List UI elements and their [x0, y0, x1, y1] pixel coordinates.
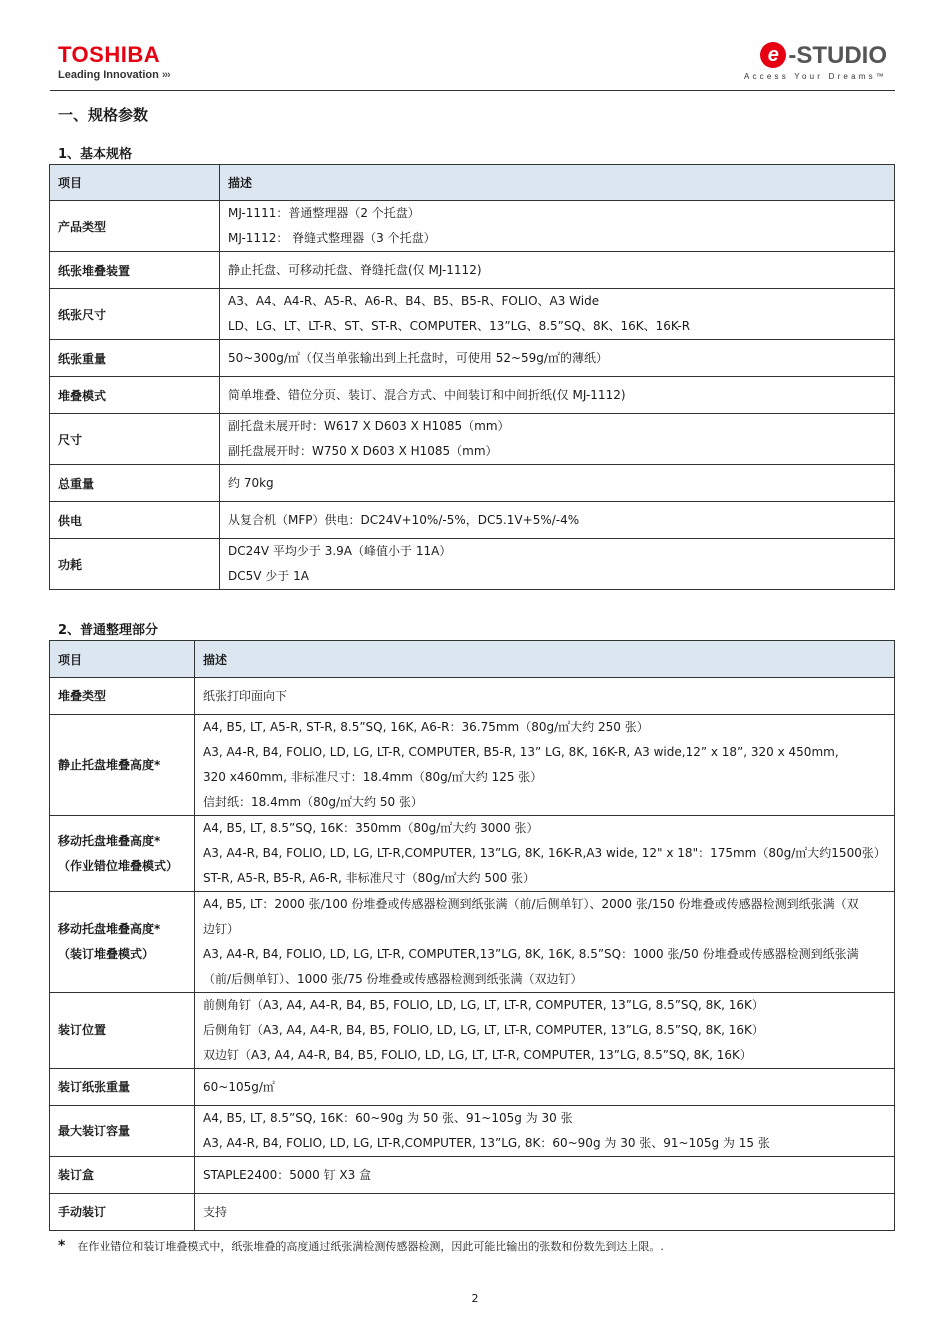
- toshiba-logo: [58, 44, 170, 81]
- page-number: 2: [471, 1292, 479, 1305]
- column-header-description: 描述: [195, 641, 895, 678]
- footnote: [58, 1238, 664, 1254]
- row-item-label: 纸张堆叠装置: [50, 252, 220, 289]
- row-item-label: 纸张尺寸: [50, 289, 220, 340]
- row-item-label: 功耗: [50, 539, 220, 590]
- table-header-row: [50, 165, 895, 201]
- row-item-label-line: 移动托盘堆叠高度*: [58, 922, 161, 936]
- row-item-label: 堆叠模式: [50, 377, 220, 414]
- row-description: [195, 715, 895, 816]
- description-line: 后侧角钉（A3, A4, A4-R, B4, B5, FOLIO, LD, LG, LT, LT-R, COMPUTER, 13”LG, 8.5”SQ, 8K, 16K）: [203, 1023, 764, 1037]
- description-line: A4, B5, LT, 8.5”SQ, 16K：350mm（80g/㎡大约 3000 张）: [203, 821, 539, 835]
- description-line: ST-R, A5-R, B5-R, A6-R, 非标准尺寸（80g/㎡大约 500 张）: [203, 871, 536, 885]
- row-item-label-line: 手动装订: [58, 1204, 107, 1219]
- row-item-label-line: （装订堆叠模式）: [58, 947, 155, 961]
- description-line: 纸张打印面向下: [203, 688, 288, 703]
- row-description: [195, 816, 895, 892]
- description-line: （前/后侧单钉）、1000 张/75 份堆叠或传感器检测到纸张满（双边钉）: [203, 972, 583, 986]
- finisher-spec-title: 2、普通整理部分: [58, 623, 159, 638]
- description-line: 副托盘展开时：W750 X D603 X H1085（mm）: [228, 444, 498, 458]
- row-item-label: [50, 1106, 195, 1157]
- table-row: [50, 289, 895, 340]
- row-description: [195, 678, 895, 715]
- row-item-label: [50, 1069, 195, 1106]
- footnote-text: 在作业错位和装订堆叠模式中，纸张堆叠的高度通过纸张满检测传感器检测，因此可能比输出的张数和份数先到达上限。.: [77, 1240, 664, 1253]
- table-row: [50, 340, 895, 377]
- description-line: 约 70kg: [228, 475, 274, 490]
- description-line: A3, A4-R, B4, FOLIO, LD, LG, LT-R,COMPUTER, 13”LG, 8K：60~90g 为 30 张、91~105g 为 15 张: [203, 1136, 770, 1150]
- description-line: 60~105g/㎡: [203, 1079, 275, 1094]
- row-description: [220, 340, 895, 377]
- column-header-item: 项目: [50, 165, 220, 201]
- description-line: 前侧角钉（A3, A4, A4-R, B4, B5, FOLIO, LD, LG, LT, LT-R, COMPUTER, 13”LG, 8.5”SQ, 8K, 16K）: [203, 998, 764, 1012]
- row-item-label: [50, 715, 195, 816]
- row-description: [220, 465, 895, 502]
- table-row: [50, 1157, 895, 1194]
- row-description: [220, 414, 895, 465]
- description-line: A3, A4-R, B4, FOLIO, LD, LG, LT-R, COMPUTER, B5-R, 13” LG, 8K, 16K-R, A3 wide,12” x 18”, 320 x 450mm,: [203, 745, 839, 759]
- row-item-label-line: 静止托盘堆叠高度*: [58, 757, 161, 772]
- estudio-slogan: Access Your Dreams™: [743, 72, 887, 81]
- row-item-label: 尺寸: [50, 414, 220, 465]
- row-item-label: [50, 1157, 195, 1194]
- row-item-label-line: 移动托盘堆叠高度*: [58, 833, 161, 848]
- row-item-label: [50, 993, 195, 1069]
- row-description: [220, 539, 895, 590]
- row-item-label-line: 最大装订容量: [58, 1123, 131, 1138]
- row-description: [220, 502, 895, 539]
- estudio-logo: [744, 42, 887, 81]
- description-line: STAPLE2400：5000 钉 X3 盒: [203, 1167, 372, 1182]
- table-header-row: [50, 641, 895, 678]
- table-row: [50, 252, 895, 289]
- row-item-label: 产品类型: [50, 201, 220, 252]
- row-description: [195, 892, 895, 993]
- row-description: [195, 1194, 895, 1231]
- section-title: 一、规格参数: [58, 106, 149, 124]
- column-header-item: 项目: [50, 641, 195, 678]
- description-line: A3, A4-R, B4, FOLIO, LD, LG, LT-R, COMPUTER,13”LG, 8K, 16K, 8.5”SQ：1000 张/50 份堆叠或传感器检测到纸张满: [203, 947, 859, 961]
- estudio-wordmark: -STUDIO: [788, 42, 887, 69]
- row-item-label-line: 装订位置: [58, 1023, 107, 1037]
- description-line: A3, A4-R, B4, FOLIO, LD, LG, LT-R,COMPUTER, 13”LG, 8K, 16K-R,A3 wide, 12" x 18"：175mm（80g/㎡大约1500张）: [203, 846, 886, 860]
- description-line: MJ-1112： 脊缝式整理器（3 个托盘）: [228, 231, 436, 245]
- brand-name: TOSHIBA: [58, 42, 161, 67]
- row-item-label-line: 堆叠类型: [58, 688, 107, 703]
- row-description: [220, 252, 895, 289]
- row-item-label: [50, 892, 195, 993]
- description-line: 支持: [203, 1204, 228, 1219]
- table-row: [50, 539, 895, 590]
- description-line: A4, B5, LT：2000 张/100 份堆叠或传感器检测到纸张满（前/后侧单钉）、2000 张/150 份堆叠或传感器检测到纸张满（双: [203, 897, 859, 911]
- row-item-label: 总重量: [50, 465, 220, 502]
- description-line: MJ-1111：普通整理器（2 个托盘）: [228, 206, 420, 220]
- table-row: [50, 678, 895, 715]
- description-line: A4, B5, LT, 8.5”SQ, 16K：60~90g 为 50 张、91~105g 为 30 张: [203, 1111, 573, 1125]
- description-line: 320 x460mm, 非标准尺寸：18.4mm（80g/㎡大约 125 张）: [203, 770, 543, 784]
- table-row: [50, 465, 895, 502]
- basic-spec-table: [49, 164, 895, 590]
- description-line: LD、LG、LT、LT-R、ST、ST-R、COMPUTER、13”LG、8.5”SQ、8K、16K、16K-R: [228, 319, 691, 333]
- brand-tagline: Leading Innovation: [58, 69, 159, 81]
- table-row: [50, 201, 895, 252]
- table-row: [50, 892, 895, 993]
- description-line: 50~300g/㎡（仅当单张输出到上托盘时，可使用 52~59g/㎡的薄纸）: [228, 350, 608, 365]
- table-row: [50, 1106, 895, 1157]
- row-item-label: [50, 678, 195, 715]
- chevrons-icon: »›: [161, 69, 170, 81]
- description-line: A3、A4、A4-R、A5-R、A6-R、B4、B5、B5-R、FOLIO、A3 Wide: [228, 294, 600, 308]
- row-description: [195, 1106, 895, 1157]
- row-item-label: [50, 1194, 195, 1231]
- table-row: [50, 1069, 895, 1106]
- row-item-label: 供电: [50, 502, 220, 539]
- description-line: DC24V 平均少于 3.9A（峰值小于 11A）: [228, 544, 452, 558]
- description-line: 简单堆叠、错位分页、装订、混合方式、中间装订和中间折纸(仅 MJ-1112): [228, 387, 626, 402]
- description-line: 双边钉（A3, A4, A4-R, B4, B5, FOLIO, LD, LG, LT, LT-R, COMPUTER, 13”LG, 8.5”SQ, 8K, 16K）: [203, 1048, 752, 1062]
- row-description: [195, 1069, 895, 1106]
- table-row: [50, 377, 895, 414]
- finisher-spec-table: [49, 640, 895, 1231]
- row-description: [220, 201, 895, 252]
- row-description: [220, 289, 895, 340]
- row-item-label-line: 装订纸张重量: [58, 1079, 131, 1094]
- table-row: [50, 715, 895, 816]
- estudio-e-mark: e: [760, 42, 786, 68]
- description-line: 信封纸：18.4mm（80g/㎡大约 50 张）: [203, 795, 423, 809]
- footnote-marker: *: [58, 1238, 66, 1254]
- page-header: [50, 40, 895, 91]
- description-line: 从复合机（MFP）供电：DC24V+10%/-5%，DC5.1V+5%/-4%: [228, 512, 580, 527]
- row-item-label: [50, 816, 195, 892]
- description-line: A4, B5, LT, A5-R, ST-R, 8.5”SQ, 16K, A6-R：36.75mm（80g/㎡大约 250 张）: [203, 720, 649, 734]
- table-row: [50, 502, 895, 539]
- description-line: 静止托盘、可移动托盘、脊缝托盘(仅 MJ-1112): [228, 262, 482, 277]
- description-line: 边钉）: [203, 922, 240, 936]
- table-row: [50, 816, 895, 892]
- column-header-description: 描述: [220, 165, 895, 201]
- row-description: [220, 377, 895, 414]
- row-description: [195, 993, 895, 1069]
- description-line: DC5V 少于 1A: [228, 569, 309, 583]
- table-row: [50, 993, 895, 1069]
- basic-spec-title: 1、基本规格: [58, 147, 133, 162]
- description-line: 副托盘未展开时：W617 X D603 X H1085（mm）: [228, 419, 510, 433]
- row-item-label: 纸张重量: [50, 340, 220, 377]
- table-row: [50, 414, 895, 465]
- row-description: [195, 1157, 895, 1194]
- row-item-label-line: （作业错位堆叠模式）: [58, 858, 179, 873]
- row-item-label-line: 装订盒: [58, 1167, 95, 1182]
- table-row: [50, 1194, 895, 1231]
